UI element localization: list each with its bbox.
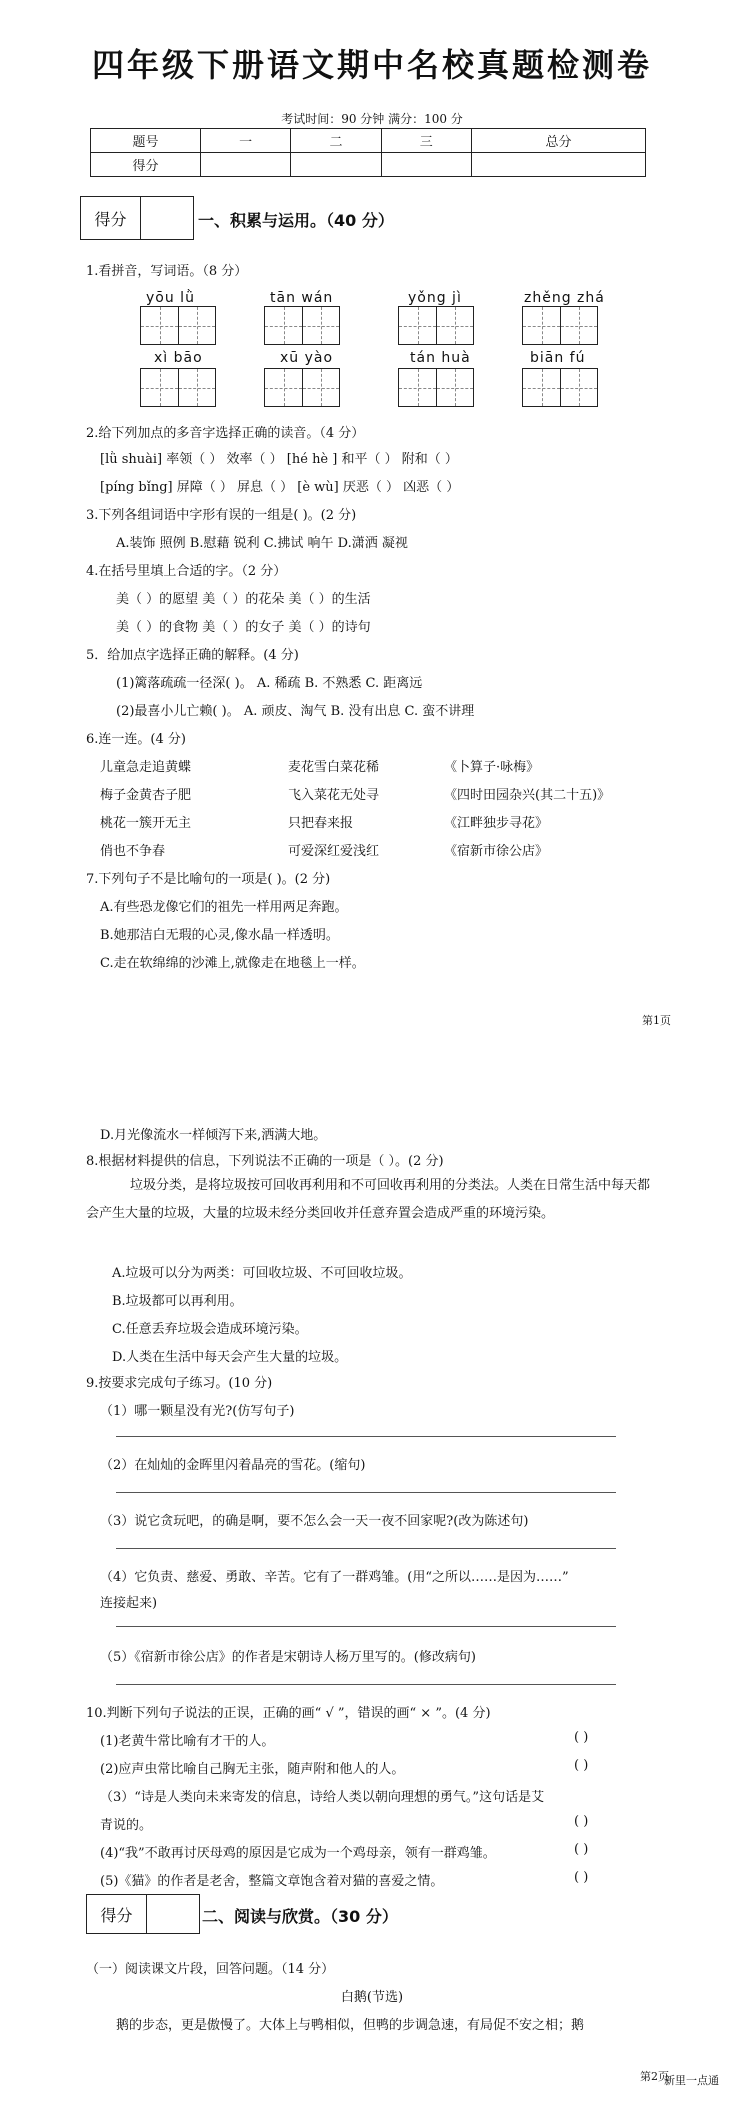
judge-paren[interactable]: ( ) [574,1870,589,1885]
q7-option: A.有些恐龙像它们的祖先一样用两足奔跑。 [100,900,348,915]
page-number: 第2页 [640,2070,669,2083]
q5-prompt: 5．给加点字选择正确的解释。(4 分) [86,648,299,663]
q7-option: D.月光像流水一样倾泻下来,洒满大地。 [100,1128,327,1143]
q9-sub: （2）在灿灿的金晖里闪着晶亮的雪花。(缩句) [100,1458,366,1473]
poem-line[interactable]: 梅子金黄杏子肥 [100,788,192,803]
section2-heading: 二、阅读与欣赏。（30 分） [202,1907,398,1926]
score-box-blank[interactable] [147,1895,199,1933]
pinyin: tán huà [410,350,471,366]
q2-line: [píng bǐng] 屏障（ ） 屏息（ ） [è wù] 厌恶（ ） 凶恶（ ） [100,480,460,495]
judge-paren[interactable]: ( ) [574,1842,589,1857]
page-number: 第1页 [642,1014,671,1027]
answer-line[interactable] [116,1626,616,1627]
q9-sub: （3）说它贪玩吧，的确是啊，要不怎么会一天一夜不回家呢?(改为陈述句) [100,1514,529,1529]
q4-line: 美（ ）的愿望 美（ ）的花朵 美（ ）的生活 [116,592,371,607]
writing-grid[interactable] [398,306,474,345]
score-cell[interactable] [381,153,471,177]
q10-prompt: 10.判断下列句子说法的正误，正确的画“ √ ”，错误的画“ × ”。(4 分) [86,1706,491,1721]
pinyin: xì bāo [154,350,203,366]
poem-title[interactable]: 《江畔独步寻花》 [444,816,549,831]
q6-prompt: 6.连一连。(4 分) [86,732,186,747]
writing-grid[interactable] [522,368,598,407]
answer-line[interactable] [116,1684,616,1685]
poem-title[interactable]: 《四时田园杂兴(其二十五)》 [444,788,611,803]
q3-prompt: 3.下列各组词语中字形有误的一组是( )。(2 分) [86,508,357,523]
q7-option: C.走在软绵绵的沙滩上,就像走在地毯上一样。 [100,956,365,971]
writing-grid[interactable] [140,368,216,407]
q8-material: 垃圾分类，是将垃圾按可回收再利用和不可回收再利用的分类法。人类在日常生活中每天都会产生大量的垃圾，大量的垃圾未经分类回收并任意弃置会造成严重的环境污染。 [86,1178,651,1221]
q9-prompt: 9.按要求完成句子练习。(10 分) [86,1376,273,1391]
q8-option: A.垃圾可以分为两类：可回收垃圾、不可回收垃圾。 [112,1266,412,1281]
writing-grid[interactable] [522,306,598,345]
score-table-row-label: 得分 [91,153,201,177]
watermark: 新里一点通 [664,2074,719,2087]
passage-title: 白鹅(节选) [340,1990,404,2005]
judge-paren[interactable]: ( ) [574,1730,589,1745]
pinyin: yōu lǜ [146,290,195,306]
score-table-header: 三 [381,129,471,153]
reading-subheading: （一）阅读课文片段，回答问题。（14 分） [86,1962,335,1977]
writing-grid[interactable] [264,306,340,345]
score-box-blank[interactable] [141,197,193,239]
writing-grid[interactable] [264,368,340,407]
q4-line: 美（ ）的食物 美（ ）的女子 美（ ）的诗句 [116,620,371,635]
q3-options: A.装饰 照例 B.慰藉 锐利 C.拂试 响午 D.潇洒 凝视 [116,536,408,551]
poem-line[interactable]: 只把春来报 [288,816,354,831]
pinyin: yǒng jì [408,290,462,306]
q10-item: 青说的。 [100,1818,153,1833]
pinyin: biān fú [530,350,586,366]
poem-line[interactable]: 飞入菜花无处寻 [288,788,380,803]
answer-line[interactable] [116,1548,616,1549]
poem-line[interactable]: 桃花一簇开无主 [100,816,192,831]
poem-line[interactable]: 麦花雪白菜花稀 [288,760,380,775]
judge-paren[interactable]: ( ) [574,1814,589,1829]
q5-line: (2)最喜小儿亡赖( )。 A. 顽皮、淘气 B. 没有出息 C. 蛮不讲理 [116,704,475,719]
score-table-header: 总分 [471,129,645,153]
score-box-label: 得分 [87,1895,147,1933]
q8-prompt: 8.根据材料提供的信息，下列说法不正确的一项是（ ）。(2 分) [86,1154,444,1169]
answer-line[interactable] [116,1492,616,1493]
q8-option: B.垃圾都可以再利用。 [112,1294,243,1309]
q10-item: （3）“诗是人类向未来寄发的信息，诗给人类以朝向理想的勇气。”这句话是艾 [100,1790,545,1805]
pinyin: tān wán [270,290,334,306]
pinyin: zhěng zhá [524,290,605,306]
score-cell[interactable] [201,153,291,177]
q1-prompt: 1.看拼音，写词语。（8 分） [86,264,248,279]
score-table-header: 二 [291,129,381,153]
q7-option: B.她那洁白无瑕的心灵,像水晶一样透明。 [100,928,339,943]
score-cell[interactable] [471,153,645,177]
section2-score-box [86,1894,200,1934]
q2-prompt: 2.给下列加点的多音字选择正确的读音。（4 分） [86,426,365,441]
q7-prompt: 7.下列句子不是比喻句的一项是( )。(2 分) [86,872,331,887]
score-box-label: 得分 [81,197,141,239]
judge-paren[interactable]: ( ) [574,1758,589,1773]
poem-line[interactable]: 俏也不争春 [100,844,166,859]
q9-sub: 连接起来) [100,1596,158,1611]
q2-line: [lǜ shuài] 率领（ ） 效率（ ） [hé hè ] 和平（ ） 附和（ ） [100,452,458,467]
q10-item: (4)“我”不敢再讨厌母鸡的原因是它成为一个鸡母亲，领有一群鸡雏。 [100,1846,496,1861]
q4-prompt: 4.在括号里填上合适的字。（2 分） [86,564,287,579]
passage-line: 鹅的步态，更是傲慢了。大体上与鸭相似，但鸭的步调急速，有局促不安之相；鹅 [116,2018,585,2033]
poem-title[interactable]: 《宿新市徐公店》 [444,844,549,859]
score-table-header: 一 [201,129,291,153]
q9-sub: （5）《宿新市徐公店》的作者是宋朝诗人杨万里写的。(修改病句) [100,1650,476,1665]
poem-line[interactable]: 可爱深红爱浅红 [288,844,380,859]
q10-item: (2)应声虫常比喻自己胸无主张，随声附和他人的人。 [100,1762,405,1777]
q5-line: (1)篱落疏疏一径深( )。 A. 稀疏 B. 不熟悉 C. 距离远 [116,676,423,691]
poem-line[interactable]: 儿童急走追黄蝶 [100,760,192,775]
writing-grid[interactable] [398,368,474,407]
q10-item: (1)老黄牛常比喻有才干的人。 [100,1734,275,1749]
pinyin: xū yào [280,350,334,366]
q10-item: (5)《猫》的作者是老舍，整篇文章饱含着对猫的喜爱之情。 [100,1874,444,1889]
section1-score-box [80,196,194,240]
q8-option: D.人类在生活中每天会产生大量的垃圾。 [112,1350,348,1365]
page-title: 四年级下册语文期中名校真题检测卷 [91,46,652,84]
score-table [90,128,646,177]
score-cell[interactable] [291,153,381,177]
q8-option: C.任意丢弃垃圾会造成环境污染。 [112,1322,308,1337]
section1-heading: 一、积累与运用。（40 分） [198,211,394,230]
score-table-header: 题号 [91,129,201,153]
writing-grid[interactable] [140,306,216,345]
exam-info: 考试时间：90 分钟 满分：100 分 [281,112,463,126]
q9-sub: （1）哪一颗星没有光?(仿写句子) [100,1404,295,1419]
poem-title[interactable]: 《卜算子·咏梅》 [444,760,540,775]
q9-sub: （4）它负责、慈爱、勇敢、辛苦。它有了一群鸡雏。(用“之所以……是因为……” [100,1570,569,1585]
answer-line[interactable] [116,1436,616,1437]
